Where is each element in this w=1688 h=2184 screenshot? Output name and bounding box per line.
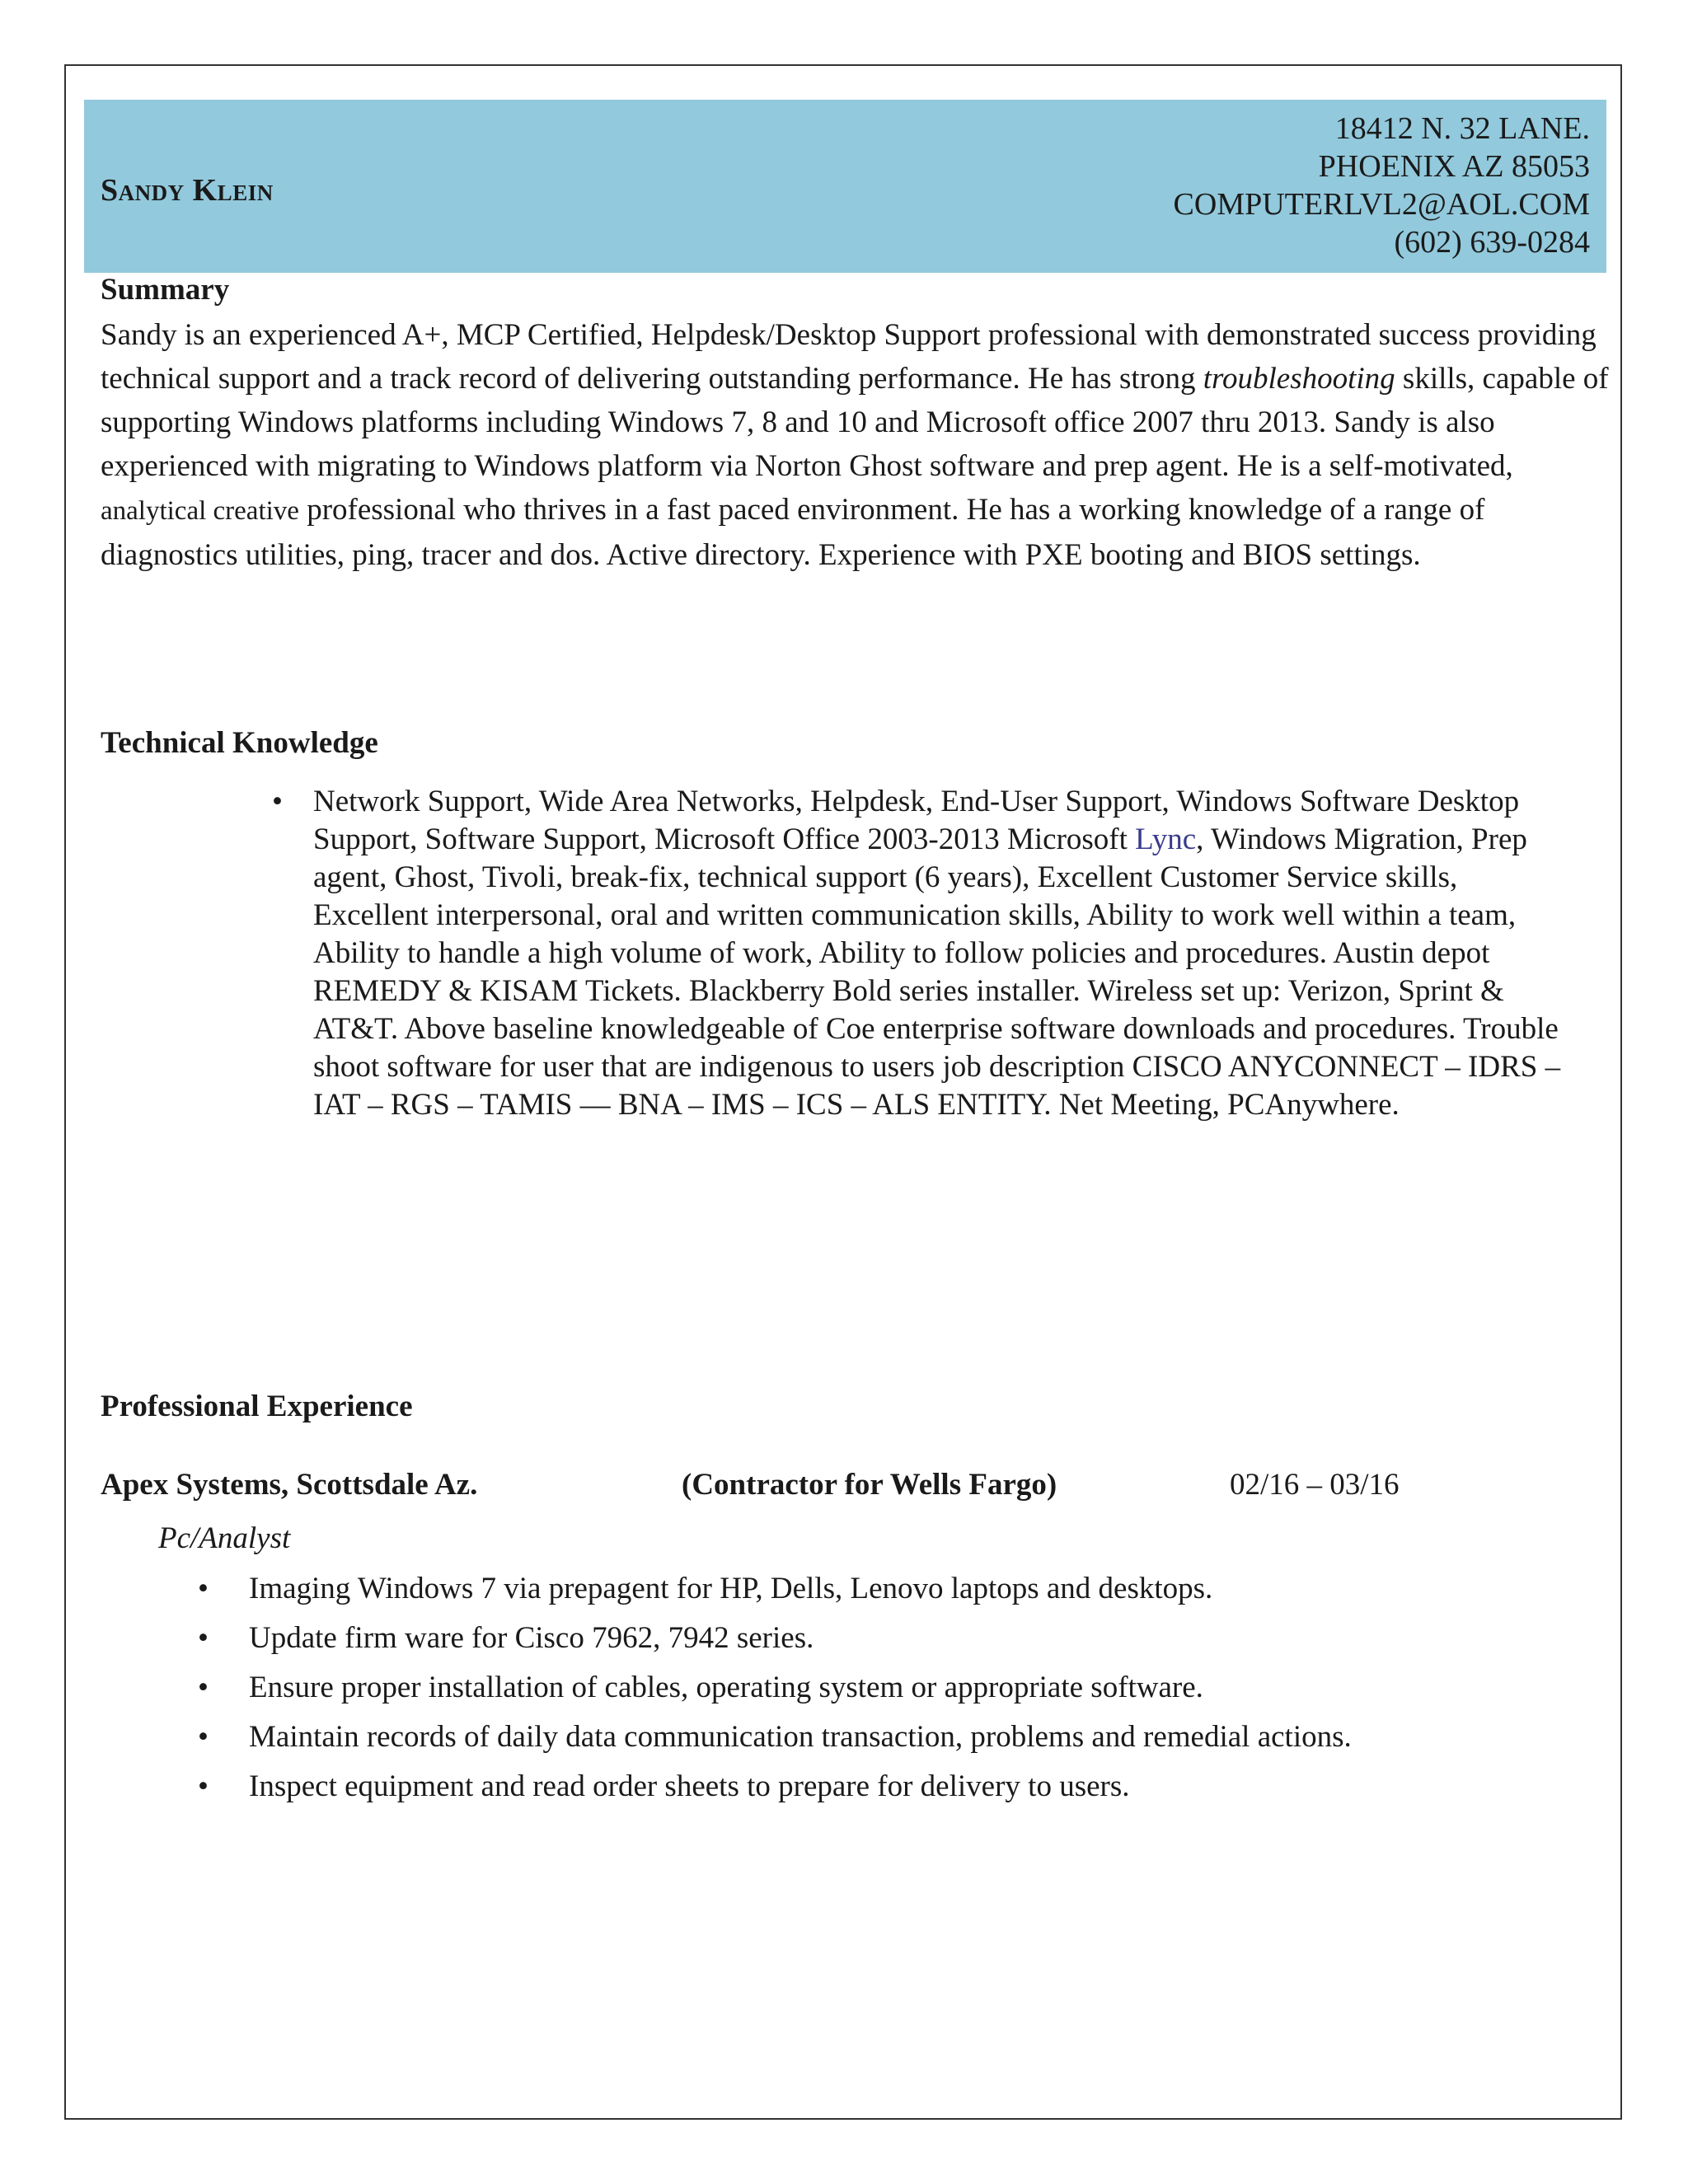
technical-text-1: Network Support, Wide Area Networks, Helpdesk, End-User Support, Windows Software Desktop Support, Software Support, Microsoft Office 2003-2013 Microsoft (313, 785, 1520, 856)
technical-knowledge-heading: Technical Knowledge (101, 726, 378, 760)
list-item (198, 1663, 1599, 1713)
lync-text: Lync (1135, 823, 1197, 856)
summary-text-1: Sandy is an experienced A+, MCP Certified, Helpdesk/Desktop Support professional with demonstrated success providing technical support and a track record of delivering outstanding performance. He has strong (101, 318, 1597, 396)
summary-heading: Summary (101, 273, 230, 307)
duty-text: Imaging Windows 7 via prepagent for HP, Dells, Lenovo laptops and desktops. (249, 1572, 1213, 1605)
list-item (198, 1614, 1599, 1663)
job-dates: 02/16 – 03/16 (1230, 1468, 1400, 1502)
job-client: (Contractor for Wells Fargo) (682, 1468, 1057, 1502)
job-company: Apex Systems, Scottsdale Az. (101, 1468, 478, 1502)
bullet-icon: • (198, 1671, 209, 1704)
duty-text: Maintain records of daily data communication transaction, problems and remedial actions. (249, 1720, 1352, 1754)
summary-paragraph (101, 313, 1609, 577)
email-address: COMPUTERLVL2@AOL.COM (1173, 187, 1590, 222)
list-item (198, 1564, 1599, 1614)
contact-block (1174, 110, 1590, 261)
bullet-icon: • (198, 1572, 209, 1605)
duty-text: Inspect equipment and read order sheets to prepare for delivery to users. (249, 1769, 1130, 1803)
technical-knowledge-item (272, 783, 1566, 1124)
bullet-icon: • (198, 1720, 209, 1754)
duty-text: Ensure proper installation of cables, operating system or appropriate software. (249, 1671, 1203, 1704)
address-line-2: PHOENIX AZ 85053 (1318, 149, 1590, 184)
technical-text-2: , Windows Migration, Prep agent, Ghost, Tivoli, break-fix, technical support (6 years), Excellent Customer Service skills, Excellent interpersonal, oral and written communication skills, Ability to work well within a team, Ability to handle a high volume of work, Ability to follow policies and procedures. Austin depot REMEDY & KISAM Tickets. Blackberry Bold series installer. Wireless set up: Verizon, Sprint & AT&T. Above baseline knowledgeable of Coe enterprise software downloads and procedures. Trouble shoot software for user that are indigenous to users job description CISCO ANYCONNECT – IDRS – IAT – RGS – TAMIS –– BNA – IMS – ICS – ALS ENTITY. Net Meeting, PCAnywhere. (313, 823, 1561, 1122)
list-item (198, 1762, 1599, 1811)
summary-small-text: analytical creative (101, 496, 299, 526)
summary-text-3: professional who thrives in a fast paced environment. He has a working knowledge of a range of diagnostics utilities, ping, tracer and dos. Active directory. Experience with PXE booting and BIOS settings. (101, 493, 1485, 572)
phone-number: (602) 639-0284 (1394, 225, 1590, 260)
address-line-1: 18412 N. 32 LANE. (1334, 111, 1590, 146)
bullet-icon: • (198, 1769, 209, 1803)
summary-text-2: skills, capable of supporting Windows platforms including Windows 7, 8 and 10 and Microsoft office 2007 thru 2013. Sandy is also experienced with migrating to Windows platform via Norton Ghost software and prep agent. He is a self-motivated, (101, 362, 1609, 483)
job-role: Pc/Analyst (158, 1521, 291, 1555)
summary-emphasis: troubleshooting (1203, 362, 1395, 396)
bullet-icon: • (272, 785, 283, 818)
job-duties-list (198, 1564, 1599, 1811)
candidate-name: Sandy Klein (101, 173, 274, 208)
professional-experience-heading: Professional Experience (101, 1390, 413, 1423)
header-band (84, 100, 1606, 273)
bullet-icon: • (198, 1621, 209, 1655)
list-item (198, 1713, 1599, 1762)
duty-text: Update firm ware for Cisco 7962, 7942 series. (249, 1621, 814, 1655)
